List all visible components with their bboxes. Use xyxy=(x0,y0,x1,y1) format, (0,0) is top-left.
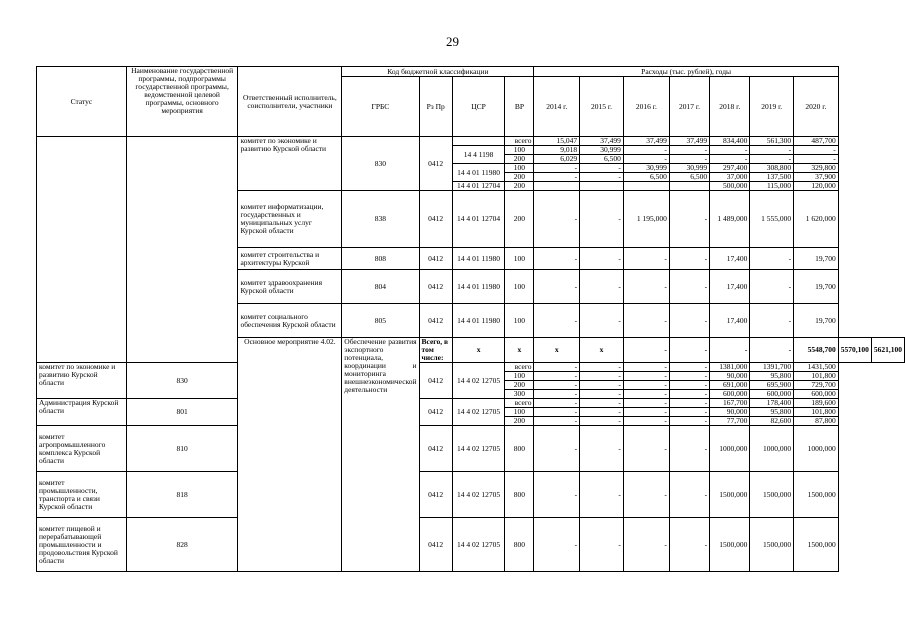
value-cell: - xyxy=(623,363,669,372)
table-row xyxy=(37,399,905,408)
value-cell: - xyxy=(623,426,669,472)
rzpr-cell: 0412 xyxy=(419,426,452,472)
value-cell: 37,499 xyxy=(580,137,624,146)
value-cell: 19,700 xyxy=(794,248,839,270)
vr-cell: всего xyxy=(505,363,534,372)
rzpr-cell: 0412 xyxy=(419,304,452,338)
value-cell: 19,700 xyxy=(794,270,839,304)
value-cell xyxy=(580,182,624,191)
value-cell: 17,400 xyxy=(710,248,750,270)
name-cell-empty xyxy=(126,137,238,363)
value-cell: 1391,700 xyxy=(750,363,794,372)
header-year: 2020 г. xyxy=(794,77,839,137)
budget-table xyxy=(36,66,905,572)
value-cell: - xyxy=(669,338,709,363)
value-cell: - xyxy=(669,372,709,381)
table-row xyxy=(37,67,905,77)
value-cell: - xyxy=(750,146,794,155)
value-cell: 19,700 xyxy=(794,304,839,338)
value-cell: - xyxy=(669,191,709,248)
value-cell: - xyxy=(580,472,624,518)
rzpr-cell: 0412 xyxy=(419,137,452,191)
value-cell: - xyxy=(669,518,709,572)
header-name: Наименование государственной программы, подпрограммы государственной программы, ведомственной целевой программы, основного мероприятия xyxy=(126,67,238,137)
header-year: 2017 г. xyxy=(669,77,709,137)
grbs-cell: 810 xyxy=(126,426,238,472)
value-cell: - xyxy=(580,390,624,399)
value-cell: - xyxy=(580,363,624,372)
total-label: Всего, в том числе: xyxy=(419,338,452,363)
value-cell: 17,400 xyxy=(710,270,750,304)
value-cell: - xyxy=(534,426,580,472)
table-body xyxy=(37,67,905,572)
value-cell: 1500,000 xyxy=(750,518,794,572)
value-cell: - xyxy=(669,363,709,372)
header-year: 2016 г. xyxy=(623,77,669,137)
value-cell: - xyxy=(534,304,580,338)
vr-cell: 100 xyxy=(505,270,534,304)
value-cell: 6,029 xyxy=(534,155,580,164)
value-cell: - xyxy=(580,518,624,572)
value-cell: - xyxy=(534,191,580,248)
value-cell: - xyxy=(623,146,669,155)
vr-cell: 200 xyxy=(505,417,534,426)
csr-cell: 14 4 01 11980 xyxy=(452,270,505,304)
value-cell: - xyxy=(750,248,794,270)
value-cell: - xyxy=(580,381,624,390)
value-cell: 5621,100 xyxy=(871,338,904,363)
name-cell: Обеспечение развития экспортного потенциала, координации и мониторинга внешнеэкономической деятельности xyxy=(342,338,419,572)
value-cell: - xyxy=(580,408,624,417)
status-cell: Основное мероприятие 4.02. xyxy=(238,338,342,572)
value-cell: - xyxy=(580,173,624,182)
value-cell: - xyxy=(623,155,669,164)
value-cell xyxy=(669,182,709,191)
grbs-cell: 830 xyxy=(342,137,419,191)
value-cell: - xyxy=(534,417,580,426)
csr-cell: 14 4 02 12705 xyxy=(452,472,505,518)
value-cell: - xyxy=(750,338,794,363)
value-cell: 500,000 xyxy=(710,182,750,191)
value-cell: 729,700 xyxy=(794,381,839,390)
rzpr-cell: 0412 xyxy=(419,472,452,518)
value-cell: - xyxy=(580,426,624,472)
responsible-name: комитет промышленности, транспорта и связи Курской области xyxy=(37,472,127,518)
csr-cell: 14 4 01 11980 xyxy=(452,304,505,338)
table-row xyxy=(37,363,905,372)
csr-cell: 14 4 02 12705 xyxy=(452,363,505,399)
vr-cell: 200 xyxy=(505,155,534,164)
value-cell: 561,300 xyxy=(750,137,794,146)
value-cell: - xyxy=(580,270,624,304)
value-cell: - xyxy=(623,518,669,572)
value-cell: 5570,100 xyxy=(838,338,871,363)
value-cell: 1500,000 xyxy=(710,472,750,518)
value-cell: - xyxy=(669,408,709,417)
value-cell: - xyxy=(669,390,709,399)
csr-cell xyxy=(452,137,505,146)
value-cell: - xyxy=(669,381,709,390)
vr-cell: 200 xyxy=(505,191,534,248)
value-cell: 5548,700 xyxy=(794,338,839,363)
value-cell: 101,800 xyxy=(794,408,839,417)
grbs-cell: 801 xyxy=(126,399,238,426)
value-cell: 600,000 xyxy=(750,390,794,399)
value-cell: - xyxy=(534,472,580,518)
value-cell: - xyxy=(580,248,624,270)
vr-cell: 100 xyxy=(505,304,534,338)
rzpr-cell: 0412 xyxy=(419,363,452,399)
value-cell xyxy=(623,182,669,191)
rzpr-cell: 0412 xyxy=(419,191,452,248)
value-cell: 95,800 xyxy=(750,408,794,417)
value-cell: 90,000 xyxy=(710,372,750,381)
value-cell: - xyxy=(623,399,669,408)
value-cell: 101,800 xyxy=(794,372,839,381)
value-cell: - xyxy=(623,472,669,518)
vr-cell: 100 xyxy=(505,372,534,381)
header-csr: ЦСР xyxy=(452,77,505,137)
value-cell: 600,000 xyxy=(710,390,750,399)
value-cell: - xyxy=(669,248,709,270)
grbs-cell: 838 xyxy=(342,191,419,248)
page-number: 29 xyxy=(446,34,459,49)
grbs-cell: х xyxy=(452,338,505,363)
header-responsible: Ответственный исполнитель, соисполнители, участники xyxy=(238,67,342,137)
value-cell: 87,800 xyxy=(794,417,839,426)
responsible-name: комитет по экономике и развитию Курской области xyxy=(37,363,127,399)
responsible-name: комитет здравоохранения Курской области xyxy=(238,270,342,304)
vr-cell: 800 xyxy=(505,426,534,472)
value-cell: - xyxy=(534,173,580,182)
header-year: 2019 г. xyxy=(750,77,794,137)
vr-cell: 100 xyxy=(505,146,534,155)
value-cell: 1 620,000 xyxy=(794,191,839,248)
value-cell: - xyxy=(534,381,580,390)
value-cell: 1431,500 xyxy=(794,363,839,372)
value-cell: - xyxy=(534,248,580,270)
value-cell: 487,700 xyxy=(794,137,839,146)
vr-cell: 100 xyxy=(505,164,534,173)
rzpr-cell: 0412 xyxy=(419,518,452,572)
value-cell: - xyxy=(580,164,624,173)
value-cell: 834,400 xyxy=(710,137,750,146)
value-cell: 30,999 xyxy=(623,164,669,173)
value-cell: - xyxy=(669,399,709,408)
value-cell: 1000,000 xyxy=(750,426,794,472)
value-cell: - xyxy=(534,372,580,381)
responsible-name: комитет информатизации, государственных и муниципальных услуг Курской области xyxy=(238,191,342,248)
value-cell: - xyxy=(669,472,709,518)
grbs-cell: 818 xyxy=(126,472,238,518)
csr-cell: 14 4 02 12705 xyxy=(452,426,505,472)
value-cell: - xyxy=(710,338,750,363)
csr-cell: 14 4 01 12704 xyxy=(452,191,505,248)
value-cell xyxy=(534,182,580,191)
value-cell: 82,600 xyxy=(750,417,794,426)
value-cell: - xyxy=(710,146,750,155)
responsible-name: комитет по экономике и развитию Курской области xyxy=(238,137,342,191)
value-cell: 120,000 xyxy=(794,182,839,191)
value-cell: 178,400 xyxy=(750,399,794,408)
value-cell: - xyxy=(580,191,624,248)
value-cell: - xyxy=(669,417,709,426)
header-budget-code: Код бюджетной классификации xyxy=(342,67,534,77)
value-cell: - xyxy=(580,372,624,381)
value-cell: 1381,000 xyxy=(710,363,750,372)
value-cell: - xyxy=(534,408,580,417)
value-cell: 1 195,000 xyxy=(623,191,669,248)
table-row xyxy=(37,472,905,518)
responsible-name: Администрация Курской области xyxy=(37,399,127,426)
value-cell: - xyxy=(580,417,624,426)
rzpr-cell: 0412 xyxy=(419,399,452,426)
value-cell: - xyxy=(669,155,709,164)
csr-cell: х xyxy=(534,338,580,363)
value-cell: 77,700 xyxy=(710,417,750,426)
value-cell: - xyxy=(669,304,709,338)
value-cell: 1 489,000 xyxy=(710,191,750,248)
value-cell: - xyxy=(534,518,580,572)
value-cell: - xyxy=(534,399,580,408)
value-cell: 6,500 xyxy=(580,155,624,164)
value-cell: - xyxy=(623,417,669,426)
header-expenses: Расходы (тыс. рублей), годы xyxy=(534,67,838,77)
value-cell: - xyxy=(580,304,624,338)
header-grbs: ГРБС xyxy=(342,77,419,137)
table-row xyxy=(37,518,905,572)
vr-cell: всего xyxy=(505,399,534,408)
csr-cell: 14 4 02 12705 xyxy=(452,399,505,426)
value-cell: 329,800 xyxy=(794,164,839,173)
value-cell: 691,000 xyxy=(710,381,750,390)
rzpr-cell: 0412 xyxy=(419,270,452,304)
value-cell: 1000,000 xyxy=(794,426,839,472)
header-year: 2014 г. xyxy=(534,77,580,137)
value-cell: - xyxy=(623,304,669,338)
header-year: 2015 г. xyxy=(580,77,624,137)
value-cell: 1500,000 xyxy=(750,472,794,518)
value-cell: - xyxy=(623,338,669,363)
value-cell: - xyxy=(750,304,794,338)
value-cell: - xyxy=(710,155,750,164)
value-cell: - xyxy=(623,372,669,381)
value-cell: 15,047 xyxy=(534,137,580,146)
value-cell: 308,800 xyxy=(750,164,794,173)
rzpr-cell: х xyxy=(505,338,534,363)
value-cell: 95,800 xyxy=(750,372,794,381)
vr-cell: 800 xyxy=(505,472,534,518)
rzpr-cell: 0412 xyxy=(419,248,452,270)
status-cell-empty xyxy=(37,137,127,363)
value-cell: 137,500 xyxy=(750,173,794,182)
value-cell: 30,999 xyxy=(580,146,624,155)
value-cell: 297,400 xyxy=(710,164,750,173)
value-cell: 1000,000 xyxy=(710,426,750,472)
vr-cell: 100 xyxy=(505,408,534,417)
grbs-cell: 808 xyxy=(342,248,419,270)
value-cell: - xyxy=(623,248,669,270)
vr-cell: х xyxy=(580,338,624,363)
value-cell: 1500,000 xyxy=(710,518,750,572)
csr-cell: 14 4 02 12705 xyxy=(452,518,505,572)
value-cell: 695,900 xyxy=(750,381,794,390)
value-cell: - xyxy=(534,390,580,399)
responsible-name: комитет социального обеспечения Курской области xyxy=(238,304,342,338)
value-cell: 17,400 xyxy=(710,304,750,338)
value-cell: 37,900 xyxy=(794,173,839,182)
vr-cell: 800 xyxy=(505,518,534,572)
value-cell: 1500,000 xyxy=(794,518,839,572)
value-cell: 6,500 xyxy=(623,173,669,182)
value-cell: - xyxy=(534,270,580,304)
value-cell: - xyxy=(623,390,669,399)
value-cell: - xyxy=(623,408,669,417)
table-row xyxy=(37,137,905,146)
csr-cell: 14 4 01 11980 xyxy=(452,164,505,182)
value-cell: - xyxy=(623,270,669,304)
value-cell: - xyxy=(623,381,669,390)
value-cell: - xyxy=(669,270,709,304)
responsible-name: комитет строительства и архитектуры Курской xyxy=(238,248,342,270)
responsible-name: комитет агропромышленного комплекса Курской области xyxy=(37,426,127,472)
value-cell: 1500,000 xyxy=(794,472,839,518)
value-cell: - xyxy=(750,270,794,304)
value-cell: - xyxy=(534,164,580,173)
csr-cell: 14 4 1198 xyxy=(452,146,505,164)
responsible-name: комитет пищевой и перерабатывающей промышленности и продовольствия Курской области xyxy=(37,518,127,572)
csr-cell: 14 4 01 11980 xyxy=(452,248,505,270)
vr-cell: 200 xyxy=(505,381,534,390)
value-cell: - xyxy=(794,155,839,164)
value-cell: - xyxy=(534,363,580,372)
value-cell: - xyxy=(794,146,839,155)
grbs-cell: 828 xyxy=(126,518,238,572)
header-status: Статус xyxy=(37,67,127,137)
table-row xyxy=(37,426,905,472)
vr-cell: 100 xyxy=(505,248,534,270)
value-cell: 30,999 xyxy=(669,164,709,173)
value-cell: - xyxy=(580,399,624,408)
csr-cell: 14 4 01 12704 xyxy=(452,182,505,191)
value-cell: - xyxy=(669,426,709,472)
value-cell: - xyxy=(669,146,709,155)
value-cell: 37,499 xyxy=(623,137,669,146)
vr-cell: 300 xyxy=(505,390,534,399)
value-cell: 37,000 xyxy=(710,173,750,182)
value-cell: 189,600 xyxy=(794,399,839,408)
value-cell: 115,000 xyxy=(750,182,794,191)
value-cell: 6,500 xyxy=(669,173,709,182)
value-cell: 90,000 xyxy=(710,408,750,417)
header-vr: ВР xyxy=(505,77,534,137)
header-rzpr: Рз Пр xyxy=(419,77,452,137)
vr-cell: всего xyxy=(505,137,534,146)
header-year: 2018 г. xyxy=(710,77,750,137)
grbs-cell: 805 xyxy=(342,304,419,338)
vr-cell: 200 xyxy=(505,173,534,182)
value-cell: 167,700 xyxy=(710,399,750,408)
value-cell: - xyxy=(750,155,794,164)
value-cell: 600,000 xyxy=(794,390,839,399)
vr-cell: 200 xyxy=(505,182,534,191)
grbs-cell: 804 xyxy=(342,270,419,304)
value-cell: 37,499 xyxy=(669,137,709,146)
grbs-cell: 830 xyxy=(126,363,238,399)
value-cell: 9,018 xyxy=(534,146,580,155)
value-cell: 1 555,000 xyxy=(750,191,794,248)
